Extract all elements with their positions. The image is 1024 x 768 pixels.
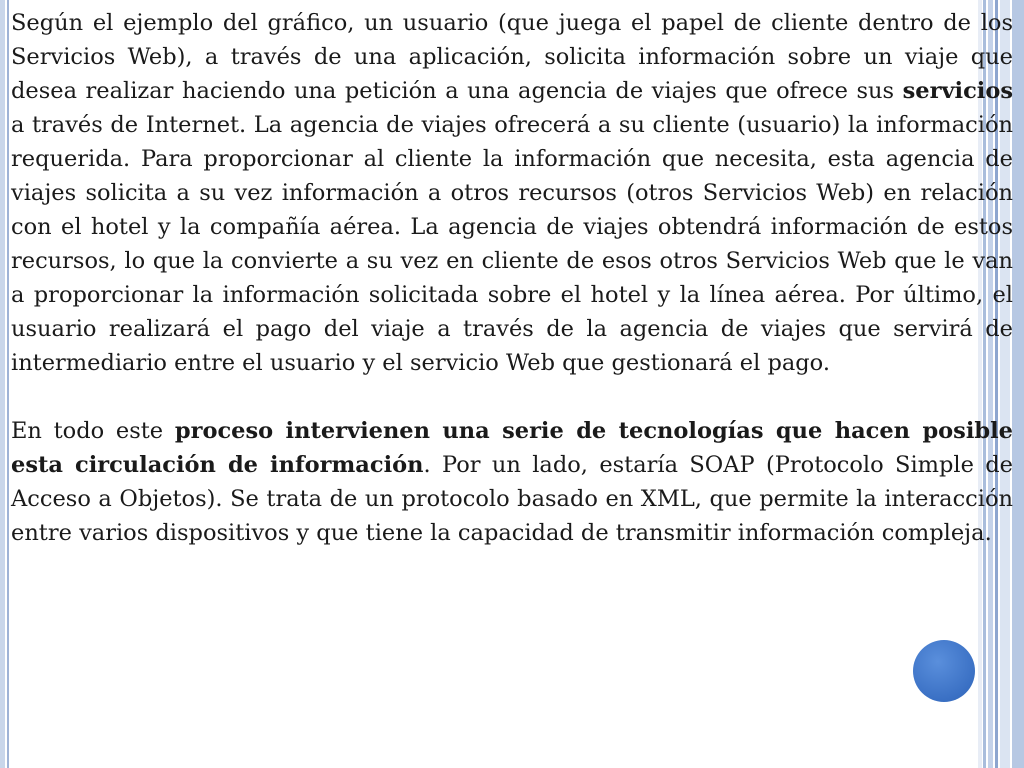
paragraph-2-bold-text: proceso intervienen una serie de tecnologías que hacen posible esta circulación de información [11,418,1013,478]
paragraph-1 [11,6,1013,380]
paragraph-1-bold-text: servicios [902,78,1013,104]
decorative-circle [913,640,975,702]
paragraph-2-text-start: En todo este [11,418,175,444]
paragraph-1-text-end: a través de Internet. La agencia de viajes ofrecerá a su cliente (usuario) la información requerida. Para proporcionar al cliente la información que necesita, esta agencia de viajes solicita a su vez información a otros recursos (otros Servicios Web) en relación con el hotel y la compañía aérea. La agencia de viajes obtendrá información de estos recursos, lo que la convierte a su vez en cliente de esos otros Servicios Web que le van a proporcionar la información solicitada sobre el hotel y la línea aérea. Por último, el usuario realizará el pago del viaje a través de la agencia de viajes que servirá de intermediario entre el usuario y el servicio Web que gestionará el pago. [11,112,1013,376]
left-border-decoration [0,0,5,768]
paragraph-2 [11,414,1013,550]
paragraph-1-text-start: Según el ejemplo del gráfico, un usuario (que juega el papel de cliente dentro de los Servicios Web), a través de una aplicación, solicita información sobre un viaje que desea realizar haciendo una petición a una agencia de viajes que ofrece sus [11,10,1013,104]
right-border-bar [1012,0,1024,768]
left-border-line [7,0,9,768]
paragraph-2-text-end: . Por un lado, estaría SOAP (Protocolo Simple de Acceso a Objetos). Se trata de un protocolo basado en XML, que permite la interacción entre varios dispositivos y que tiene la capacidad de transmitir información compleja. [11,452,1013,546]
slide-body [11,6,1013,550]
